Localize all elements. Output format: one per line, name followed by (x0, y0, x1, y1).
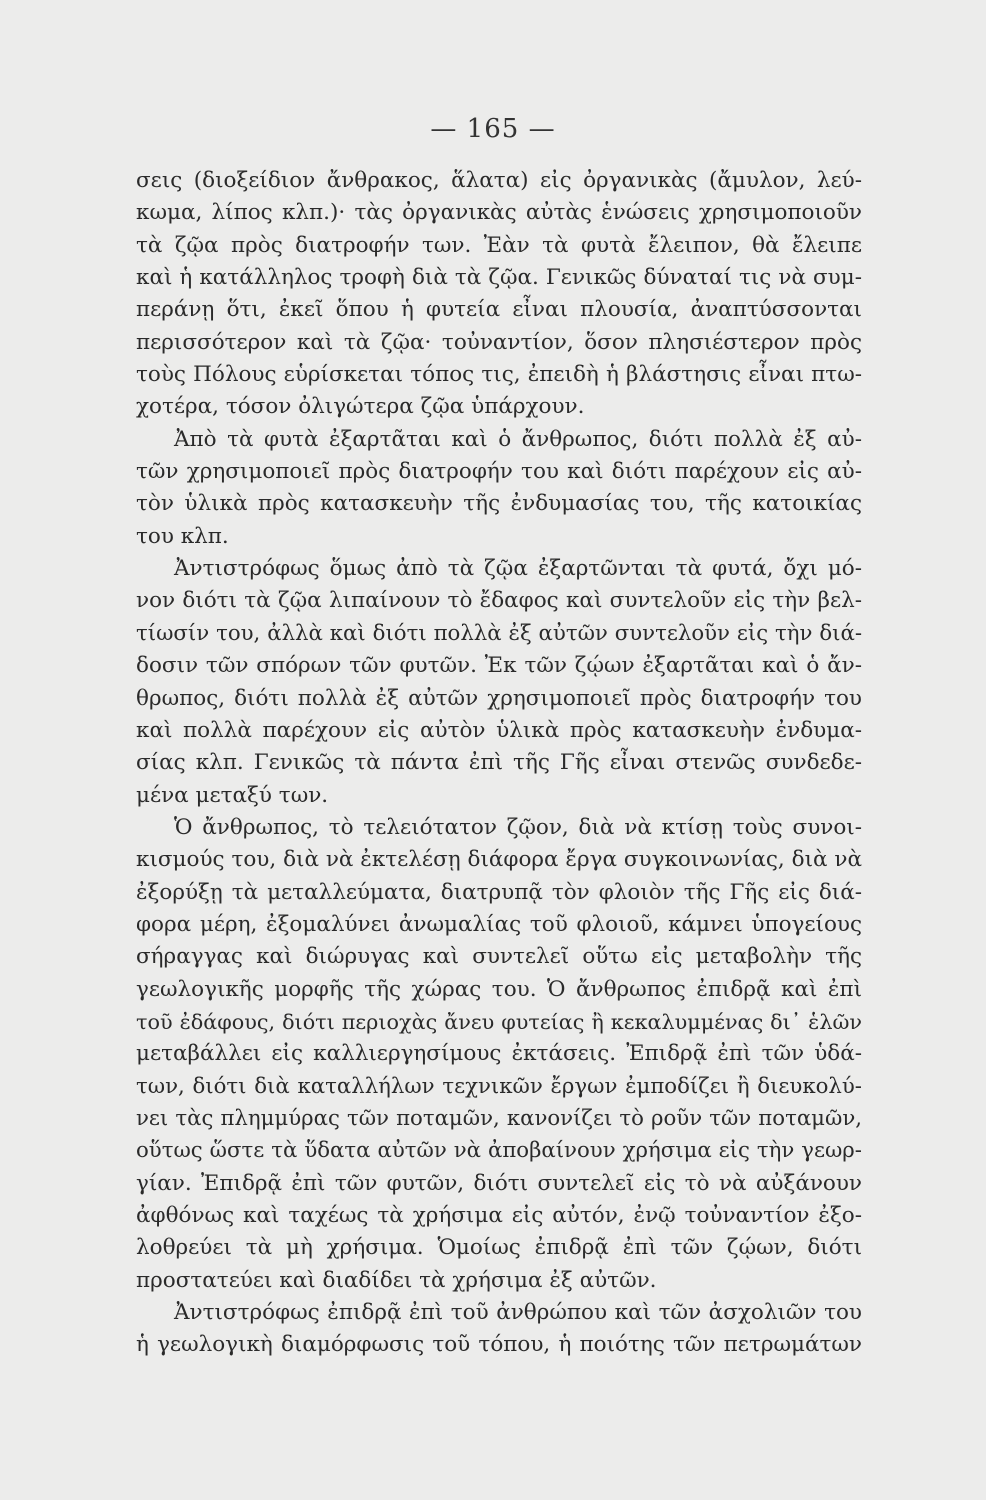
text-line: νον διότι τὰ ζῷα λιπαίνουν τὸ ἔδαφος καὶ συντελοῦν εἰς τὴν βελ- (136, 588, 862, 614)
text-line: κισμούς του, διὰ νὰ ἐκτελέσῃ διάφορα ἔργα συγκοινωνίας, διὰ νὰ (136, 847, 862, 873)
text-line: καὶ πολλὰ παρέχουν εἰς αὐτὸν ὑλικὰ πρὸς κατασκευὴν ἐνδυμα- (136, 717, 862, 743)
text-line: γίαν. Ἐπιδρᾷ ἐπὶ τῶν φυτῶν, διότι συντελεῖ εἰς τὸ νὰ αὐξάνουν (136, 1170, 862, 1196)
text-line: σεις (διοξείδιον ἄνθρακος, ἅλατα) εἰς ὀργανικὰς (ἄμυλον, λεύ- (136, 168, 862, 193)
text-line: χοτέρα, τόσον ὀλιγώτερα ζῷα ὑπάρχουν. (136, 394, 585, 420)
text-line: τοὺς Πόλους εὑρίσκεται τόπος τις, ἐπειδὴ ἡ βλάστησις εἶναι πτω- (136, 362, 862, 388)
text-line: τίωσίν του, ἀλλὰ καὶ διότι πολλὰ ἐξ αὐτῶν συντελοῦν εἰς τὴν διά- (136, 620, 862, 646)
page-number: — 165 — (430, 114, 556, 144)
text-line: Ἀντιστρόφως ὅμως ἀπὸ τὰ ζῷα ἐξαρτῶνται τὰ φυτά, ὄχι μό- (174, 556, 862, 582)
text-line: περισσότερον καὶ τὰ ζῷα· τοὐναντίον, ὅσον πλησιέστερον πρὸς (136, 329, 862, 355)
text-line: σίας κλπ. Γενικῶς τὰ πάντα ἐπὶ τῆς Γῆς εἶναι στενῶς συνδεδε- (136, 750, 862, 776)
text-line: καὶ ἡ κατάλληλος τροφὴ διὰ τὰ ζῷα. Γενικῶς δύναταί τις νὰ συμ- (136, 265, 862, 291)
text-line: μένα μεταξύ των. (136, 782, 329, 808)
text-line: φορα μέρη, ἐξομαλύνει ἀνωμαλίας τοῦ φλοιοῦ, κάμνει ὑπογείους (136, 911, 862, 937)
text-line: τοῦ ἐδάφους, διότι περιοχὰς ἄνευ φυτείας ἢ κεκαλυμμένας δι᾽ ἑλῶν (136, 1009, 862, 1034)
body-text (136, 165, 862, 1362)
text-line: οὕτως ὥστε τὰ ὕδατα αὐτῶν νὰ ἀποβαίνουν χρήσιμα εἰς τὴν γεωρ- (136, 1138, 862, 1164)
text-line: λοθρεύει τὰ μὴ χρήσιμα. Ὁμοίως ἐπιδρᾷ ἐπὶ τῶν ζῴων, διότι (136, 1235, 862, 1261)
text-line: σήραγγας καὶ διώρυγας καὶ συντελεῖ οὕτω εἰς μεταβολὴν τῆς (136, 944, 862, 970)
text-line: Ἀντιστρόφως ἐπιδρᾷ ἐπὶ τοῦ ἀνθρώπου καὶ τῶν ἀσχολιῶν του (174, 1300, 862, 1326)
text-line: δοσιν τῶν σπόρων τῶν φυτῶν. Ἐκ τῶν ζῴων ἐξαρτᾶται καὶ ὁ ἄν- (136, 653, 862, 679)
text-line: Ἀπὸ τὰ φυτὰ ἐξαρτᾶται καὶ ὁ ἄνθρωπος, διότι πολλὰ ἐξ αὐ- (174, 426, 862, 452)
text-line: κωμα, λίπος κλπ.)· τὰς ὀργανικὰς αὐτὰς ἑνώσεις χρησιμοποιοῦν (136, 200, 862, 226)
text-line: θρωπος, διότι πολλὰ ἐξ αὐτῶν χρησιμοποιεῖ πρὸς διατροφήν του (136, 685, 862, 711)
text-line: τὰ ζῷα πρὸς διατροφήν των. Ἐὰν τὰ φυτὰ ἔλειπον, θὰ ἔλειπε (136, 232, 862, 258)
text-line: ἐξορύξῃ τὰ μεταλλεύματα, διατρυπᾷ τὸν φλοιὸν τῆς Γῆς εἰς διά- (136, 879, 862, 905)
text-line: τὸν ὑλικὰ πρὸς κατασκευὴν τῆς ἐνδυμασίας του, τῆς κατοικίας (136, 491, 862, 517)
text-line: γεωλογικῆς μορφῆς τῆς χώρας του. Ὁ ἄνθρωπος ἐπιδρᾷ καὶ ἐπὶ (136, 976, 862, 1002)
text-line: προστατεύει καὶ διαδίδει τὰ χρήσιμα ἐξ αὐτῶν. (136, 1267, 657, 1293)
text-line: Ὁ ἄνθρωπος, τὸ τελειότατον ζῷον, διὰ νὰ κτίσῃ τοὺς συνοι- (174, 814, 862, 840)
text-line: ἡ γεωλογικὴ διαμόρφωσις τοῦ τόπου, ἡ ποιότης τῶν πετρωμάτων (136, 1332, 862, 1358)
text-line: μεταβάλλει εἰς καλλιεργησίμους ἐκτάσεις. Ἐπιδρᾷ ἐπὶ τῶν ὑδά- (136, 1041, 862, 1067)
text-line: του κλπ. (136, 523, 229, 549)
text-line: ἀφθόνως καὶ ταχέως τὰ χρήσιμα εἰς αὐτόν, ἐνῷ τοὐναντίον ἐξο- (136, 1203, 862, 1228)
text-line: νει τὰς πλημμύρας τῶν ποταμῶν, κανονίζει τὸ ροῦν τῶν ποταμῶν, (136, 1105, 862, 1131)
text-line: περάνῃ ὅτι, ἐκεῖ ὅπου ἡ φυτεία εἶναι πλουσία, ἀναπτύσσονται (136, 297, 862, 323)
text-line: των, διότι διὰ καταλλήλων τεχνικῶν ἔργων ἐμποδίζει ἢ διευκολύ- (136, 1073, 862, 1099)
text-line: τῶν χρησιμοποιεῖ πρὸς διατροφήν του καὶ διότι παρέχουν εἰς αὐ- (136, 459, 862, 485)
